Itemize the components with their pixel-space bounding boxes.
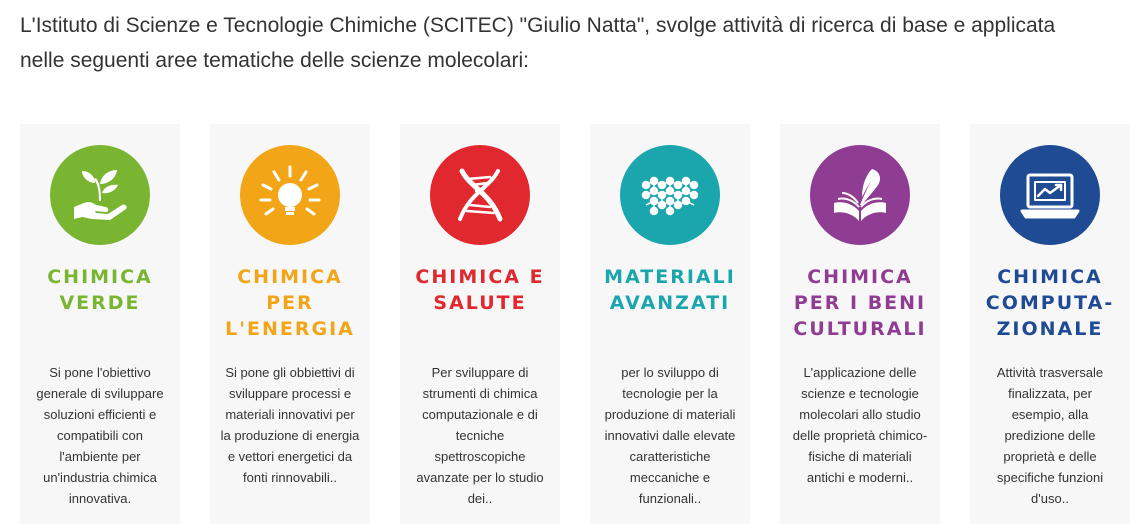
card-description: per lo sviluppo di tecnologie per la produzione di materiali innovativi dalle elevate caratteristiche meccaniche e funzionali.. <box>604 365 736 506</box>
card-chimica-per-l-energia[interactable] <box>210 124 370 524</box>
laptop-chart-icon <box>1018 163 1082 227</box>
card-description: Attività trasversale finalizzata, per esempio, alla predizione delle proprietà e delle specifiche funzioni d'uso.. <box>996 365 1104 506</box>
card-chimica-per-i-beni-culturali[interactable] <box>780 124 940 524</box>
card-materiali-avanzati[interactable] <box>590 124 750 524</box>
dna-icon <box>448 163 512 227</box>
card-icon-circle[interactable] <box>430 145 530 245</box>
intro-text <box>20 8 1130 78</box>
card-icon-circle[interactable] <box>1000 145 1100 245</box>
card-chimica-verde[interactable] <box>20 124 180 524</box>
card-chimica-e-salute[interactable] <box>400 124 560 524</box>
card-title[interactable]: CHIMICA VERDE <box>47 266 153 314</box>
card-icon-circle[interactable] <box>810 145 910 245</box>
book-quill-icon <box>828 163 892 227</box>
card-icon-circle[interactable] <box>240 145 340 245</box>
card-description: Si pone l'obiettivo generale di sviluppare soluzioni efficienti e compatibili con l'ambiente per un'industria chimica innovativa. <box>36 365 164 506</box>
intro-line-2: nelle seguenti aree tematiche delle scienze molecolari: <box>20 49 529 72</box>
plant-hand-icon <box>68 163 132 227</box>
card-title[interactable]: CHIMICA PER L'ENERGIA <box>225 266 355 340</box>
lightbulb-icon <box>258 163 322 227</box>
card-title[interactable]: CHIMICA PER I BENI CULTURALI <box>793 266 927 340</box>
card-title[interactable]: CHIMICA E SALUTE <box>415 266 545 314</box>
card-icon-circle[interactable] <box>50 145 150 245</box>
research-areas <box>20 124 1130 524</box>
card-title[interactable]: MATERIALI AVANZATI <box>604 266 736 314</box>
card-description: Per sviluppare di strumenti di chimica computazionale e di tecniche spettroscopiche avanzate per lo studio dei.. <box>416 365 544 506</box>
card-icon-circle[interactable] <box>620 145 720 245</box>
card-title[interactable]: CHIMICA COMPUTA-ZIONALE <box>985 266 1115 340</box>
card-description: L'applicazione delle scienze e tecnologie molecolari allo studio delle proprietà chimico-fisiche di materiali antichi e moderni.. <box>792 365 928 485</box>
card-chimica-computazionale[interactable] <box>970 124 1130 524</box>
molecule-icon <box>638 163 702 227</box>
intro-line-1: L'Istituto di Scienze e Tecnologie Chimiche (SCITEC) "Giulio Natta", svolge attività di ricerca di base e applicata <box>20 14 1056 37</box>
card-description: Si pone gli obbiettivi di sviluppare processi e materiali innovativi per la produzione di energia e vettori energetici da fonti rinnovabili.. <box>220 365 360 485</box>
